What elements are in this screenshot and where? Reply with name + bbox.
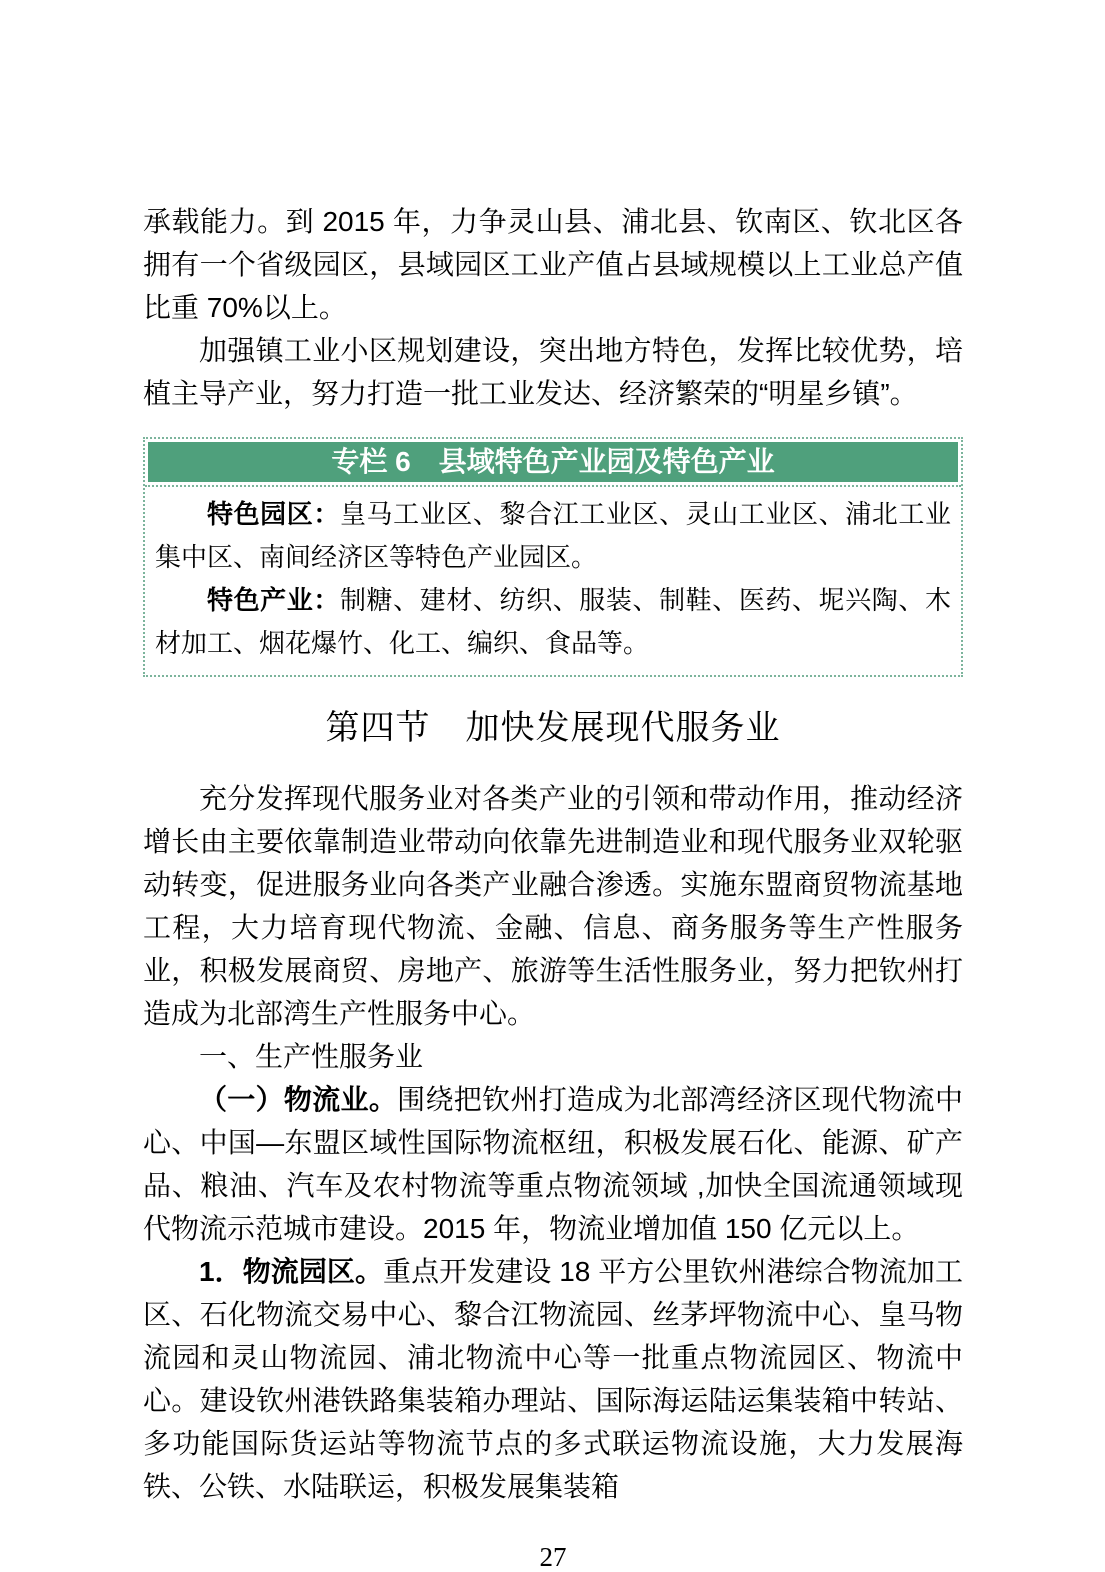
sub-heading [143,1035,963,1078]
page-number: 27 [539,1542,567,1572]
paragraph-lead: （一）物流业。 [199,1084,398,1115]
paragraph [143,329,963,415]
callout-box-header-wrap [145,439,961,487]
callout-item-label: 特色产业： [207,585,340,615]
callout-box-title: 专栏 6 县域特色产业园及特色产业 [148,442,958,482]
paragraph-text: 加强镇工业小区规划建设，突出地方特色，发挥比较优势，培植主导产业，努力打造一批工业发达、经济繁荣的“明星乡镇”。 [143,335,963,409]
callout-item-text: 皇马工业区、黎合江工业区、灵山工业区、浦北工业集中区、南间经济区等特色产业园区。 [155,499,951,572]
callout-box [143,437,963,677]
paragraph-continuation [143,200,963,329]
paragraph-text: 重点开发建设 18 平方公里钦州港综合物流加工区、石化物流交易中心、黎合江物流园、丝茅坪物流中心、皇马物流园和灵山物流园、浦北物流中心等一批重点物流园区、物流中心。建设钦州港铁路集装箱办理站、国际海运陆运集装箱中转站、多功能国际货运站等物流节点的多式联运物流设施，大力发展海铁、公铁、水陆联运，积极发展集装箱 [143,1256,963,1502]
callout-item [155,493,951,579]
paragraph-lead: 1．物流园区。 [199,1256,384,1287]
paragraph-text: 充分发挥现代服务业对各类产业的引领和带动作用，推动经济增长由主要依靠制造业带动向依靠先进制造业和现代服务业双轮驱动转变，促进服务业向各类产业融合渗透。实施东盟商贸物流基地工程，大力培育现代物流、金融、信息、商务服务等生产性服务业，积极发展商贸、房地产、旅游等生活性服务业，努力把钦州打造成为北部湾生产性服务中心。 [143,783,963,1029]
section-body [143,777,963,1508]
paragraph-text: 围绕把钦州打造成为北部湾经济区现代物流中心、中国—东盟区域性国际物流枢纽，积极发展石化、能源、矿产品、粮油、汽车及农村物流等重点物流领域 ,加快全国流通领域现代物流示范城市建设。2015 年，物流业增加值 150 亿元以上。 [143,1084,963,1244]
callout-item-text: 制糖、建材、纺织、服装、制鞋、医药、坭兴陶、木材加工、烟花爆竹、化工、编织、食品等。 [155,585,951,658]
callout-box-body [145,487,961,675]
paragraph [143,1250,963,1508]
callout-item-label: 特色园区： [207,499,340,529]
paragraph-text: 承载能力。到 2015 年，力争灵山县、浦北县、钦南区、钦北区各拥有一个省级园区，县域园区工业产值占县域规模以上工业总产值比重 70%以上。 [143,206,963,323]
sub-heading-text: 一、生产性服务业 [199,1041,424,1072]
callout-item [155,579,951,665]
paragraph [143,1078,963,1250]
paragraph [143,777,963,1035]
section-heading: 第四节 加快发展现代服务业 [325,709,781,747]
intro-section [143,200,963,415]
